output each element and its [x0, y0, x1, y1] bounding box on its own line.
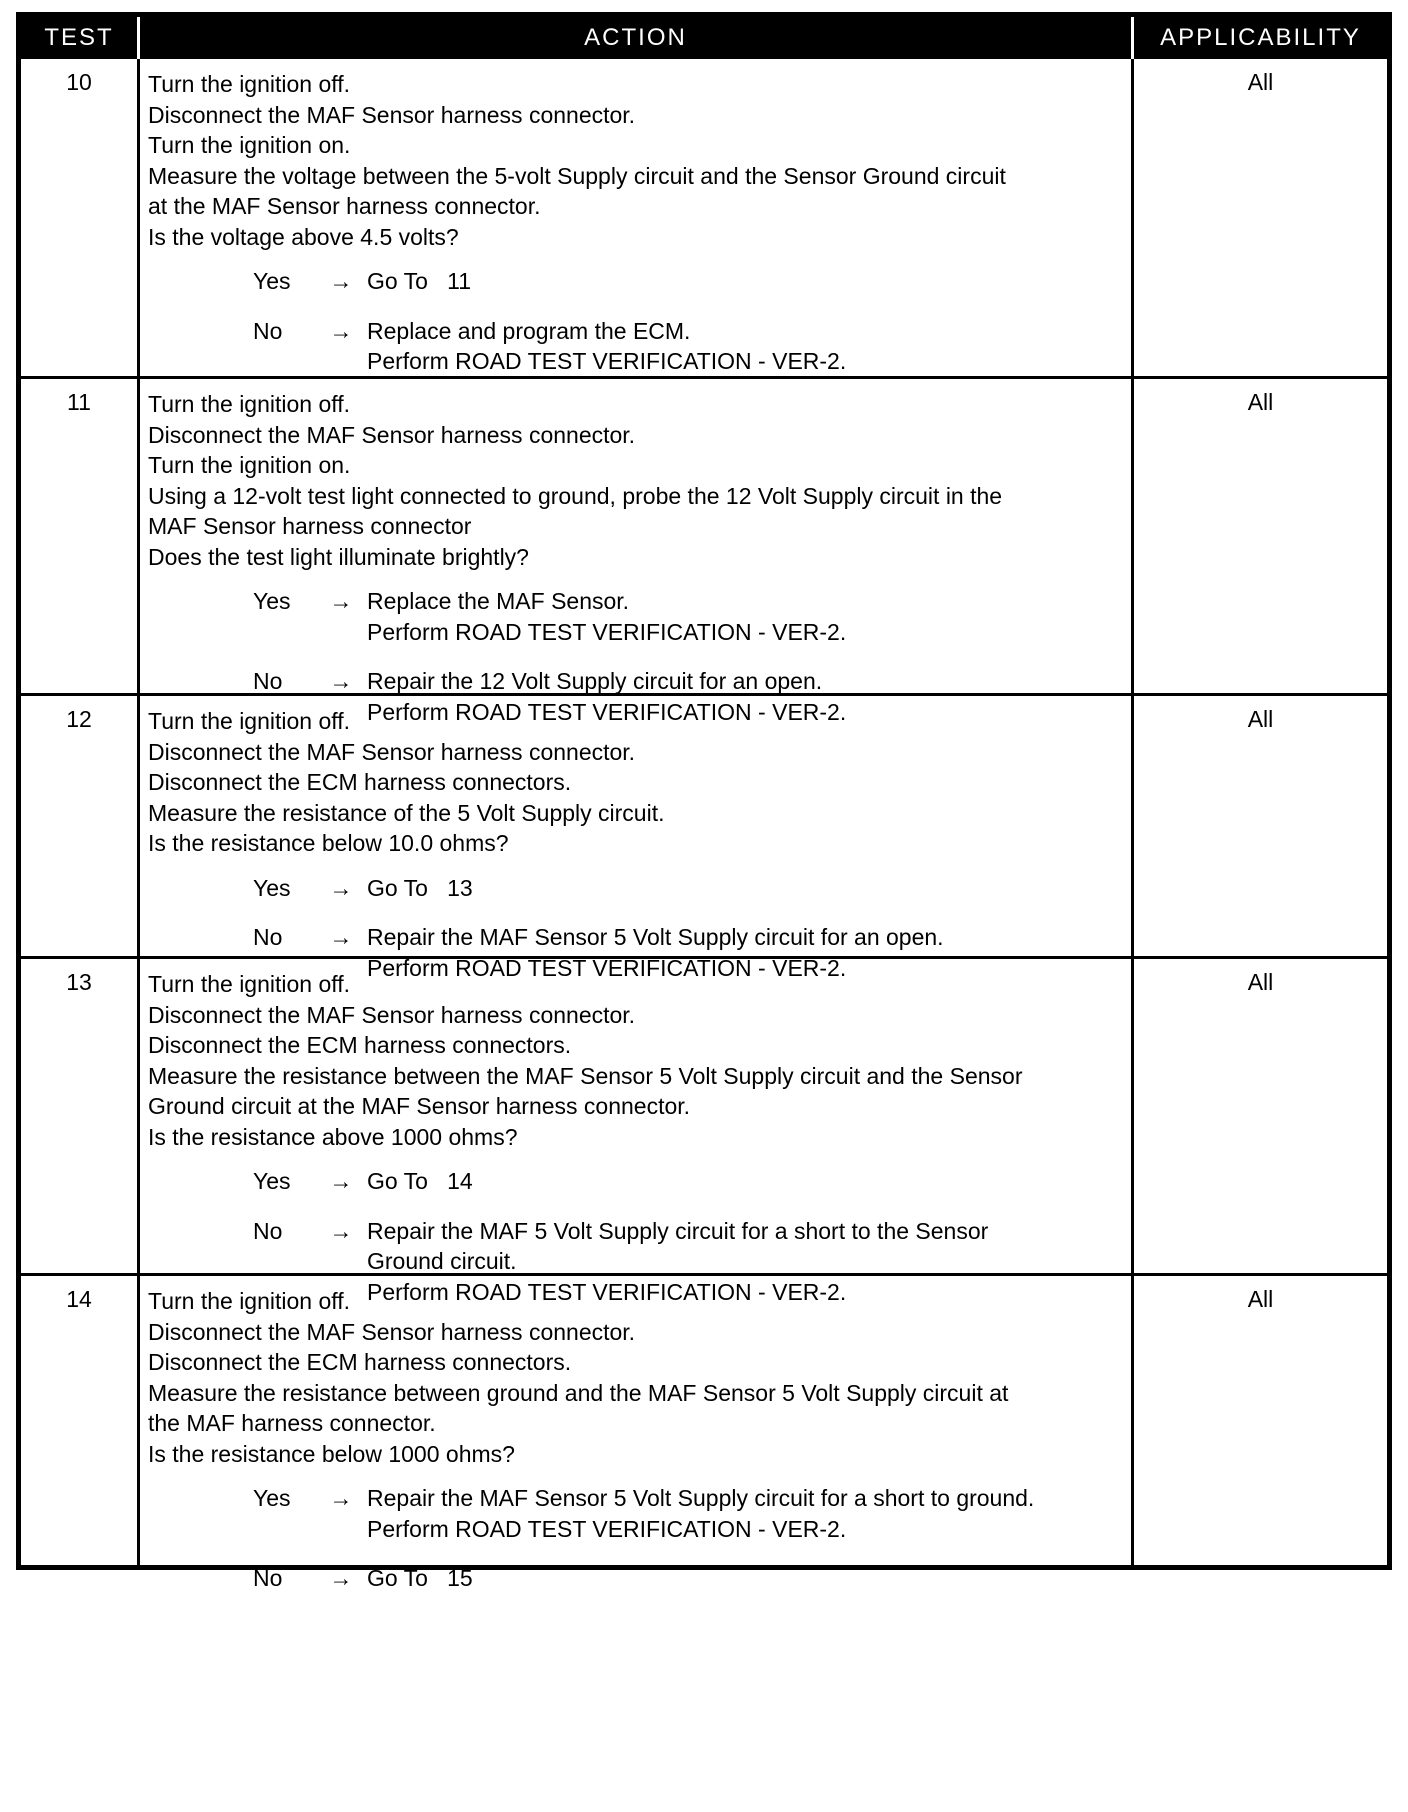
applicability: All [1131, 959, 1387, 1273]
outcome-label: Yes [253, 588, 291, 614]
action-step: Turn the ignition off. [148, 1288, 351, 1314]
outcome-label: No [253, 317, 283, 344]
action-step: Disconnect the MAF Sensor harness connector. [148, 738, 636, 765]
table-row [21, 1273, 1387, 1591]
action-step: Disconnect the MAF Sensor harness connector. [148, 1318, 636, 1345]
outcome-line: Repair the MAF 5 Volt Supply circuit for a short to the Sensor [367, 1217, 989, 1244]
outcome-text [367, 266, 1123, 297]
header-action: ACTION [584, 24, 687, 51]
outcome-text [367, 1483, 1123, 1544]
arrow-right-icon: → [329, 1168, 353, 1194]
action-step: Measure the resistance between ground and the MAF Sensor 5 Volt Supply circuit at [148, 1379, 1009, 1406]
outcome-line: Replace the MAF Sensor. [367, 588, 630, 614]
outcome-yes [148, 266, 1123, 297]
action-step: Disconnect the MAF Sensor harness connector. [148, 1001, 636, 1028]
outcome-label: Yes [253, 874, 291, 901]
action-step: at the MAF Sensor harness connector. [148, 193, 541, 219]
outcome-yes [148, 1483, 1123, 1544]
action-step: Disconnect the ECM harness connectors. [148, 1349, 572, 1375]
applicability: All [1131, 59, 1387, 376]
outcome-text [367, 316, 1123, 377]
applicability: All [1131, 379, 1387, 693]
action-step: Is the resistance below 10.0 ohms? [148, 830, 509, 856]
action-cell [140, 959, 1131, 1305]
action-step: Is the voltage above 4.5 volts? [148, 223, 459, 250]
outcome-no [148, 1563, 1123, 1594]
action-step: Turn the ignition off. [148, 708, 351, 734]
outcome-line: Go To 11 [367, 268, 471, 294]
outcome-label: Yes [253, 1485, 291, 1511]
test-number: 14 [21, 1276, 140, 1565]
outcome-line: Go To 13 [367, 874, 473, 901]
action-step: Turn the ignition off. [148, 971, 351, 997]
test-number: 10 [21, 59, 140, 376]
outcome-text [367, 1563, 1123, 1594]
outcome-label: No [253, 668, 283, 694]
test-number: 12 [21, 696, 140, 956]
table-row [21, 693, 1387, 981]
outcome-line: Perform ROAD TEST VERIFICATION - VER-2. [367, 698, 847, 725]
action-step: Turn the ignition off. [148, 71, 351, 97]
arrow-right-icon: → [329, 588, 353, 614]
outcome-text [367, 586, 1123, 647]
outcomes [148, 1483, 1123, 1594]
action-step: Turn the ignition on. [148, 132, 351, 158]
table-body [21, 59, 1387, 1591]
outcome-label: Yes [253, 268, 291, 294]
action-step: Disconnect the MAF Sensor harness connector. [148, 421, 636, 448]
outcome-line: Replace and program the ECM. [367, 317, 691, 344]
arrow-right-icon: → [329, 924, 353, 950]
outcome-line: Perform ROAD TEST VERIFICATION - VER-2. [367, 348, 847, 374]
outcome-text [367, 1166, 1123, 1197]
test-number: 11 [21, 379, 140, 693]
arrow-right-icon: → [329, 668, 353, 694]
outcome-label: Yes [253, 1168, 291, 1194]
table-row [21, 376, 1387, 725]
action-step: Turn the ignition on. [148, 452, 351, 478]
diagnostic-test-table [16, 12, 1392, 1591]
action-step: Measure the voltage between the 5-volt Supply circuit and the Sensor Ground circuit [148, 162, 1006, 189]
outcome-line: Go To 15 [367, 1565, 473, 1591]
outcome-line: Perform ROAD TEST VERIFICATION - VER-2. [367, 1515, 847, 1542]
header-applicability: APPLICABILITY [1131, 17, 1387, 59]
action-step: Is the resistance above 1000 ohms? [148, 1123, 518, 1150]
outcome-yes [148, 1166, 1123, 1197]
action-step: Is the resistance below 1000 ohms? [148, 1440, 515, 1467]
arrow-right-icon: → [329, 1565, 353, 1591]
action-step: Disconnect the ECM harness connectors. [148, 1032, 572, 1058]
action-step: Ground circuit at the MAF Sensor harness connector. [148, 1093, 691, 1119]
outcome-line: Repair the MAF Sensor 5 Volt Supply circuit for a short to ground. [367, 1485, 1035, 1511]
action-step: Measure the resistance between the MAF Sensor 5 Volt Supply circuit and the Sensor [148, 1062, 1023, 1089]
applicability: All [1131, 696, 1387, 956]
outcome-line: Perform ROAD TEST VERIFICATION - VER-2. [367, 1278, 847, 1305]
arrow-right-icon: → [329, 317, 353, 344]
arrow-right-icon: → [329, 1485, 353, 1511]
action-step: Measure the resistance of the 5 Volt Supply circuit. [148, 799, 665, 826]
action-step: Disconnect the MAF Sensor harness connector. [148, 101, 636, 128]
outcomes [148, 266, 1123, 377]
table-row [21, 956, 1387, 1305]
outcome-label: No [253, 1565, 283, 1591]
table-header [21, 17, 1387, 59]
arrow-right-icon: → [329, 874, 353, 901]
action-cell [140, 1276, 1131, 1591]
table-row [21, 59, 1387, 376]
action-cell [140, 696, 1131, 981]
applicability: All [1131, 1276, 1387, 1565]
action-step: Disconnect the ECM harness connectors. [148, 769, 572, 795]
action-cell [140, 59, 1131, 376]
arrow-right-icon: → [329, 1217, 353, 1244]
outcome-yes [148, 873, 1123, 904]
outcome-line: Repair the MAF Sensor 5 Volt Supply circuit for an open. [367, 924, 944, 950]
action-step: Using a 12-volt test light connected to ground, probe the 12 Volt Supply circuit in the [148, 482, 1003, 509]
outcome-line: Go To 14 [367, 1168, 473, 1194]
outcome-no [148, 316, 1123, 377]
outcome-label: No [253, 1217, 283, 1244]
outcome-line: Perform ROAD TEST VERIFICATION - VER-2. [367, 954, 847, 981]
outcome-text [367, 873, 1123, 904]
action-step: Turn the ignition off. [148, 391, 351, 417]
outcome-yes [148, 586, 1123, 647]
arrow-right-icon: → [329, 268, 353, 294]
action-step: Does the test light illuminate brightly? [148, 543, 529, 570]
outcome-line: Repair the 12 Volt Supply circuit for an open. [367, 668, 823, 694]
test-number: 13 [21, 959, 140, 1273]
action-step: the MAF harness connector. [148, 1410, 436, 1436]
outcome-line: Ground circuit. [367, 1248, 517, 1274]
outcome-label: No [253, 924, 283, 950]
action-cell [140, 379, 1131, 725]
outcome-line: Perform ROAD TEST VERIFICATION - VER-2. [367, 618, 847, 645]
action-step: MAF Sensor harness connector [148, 513, 472, 539]
header-test: TEST [21, 17, 140, 59]
